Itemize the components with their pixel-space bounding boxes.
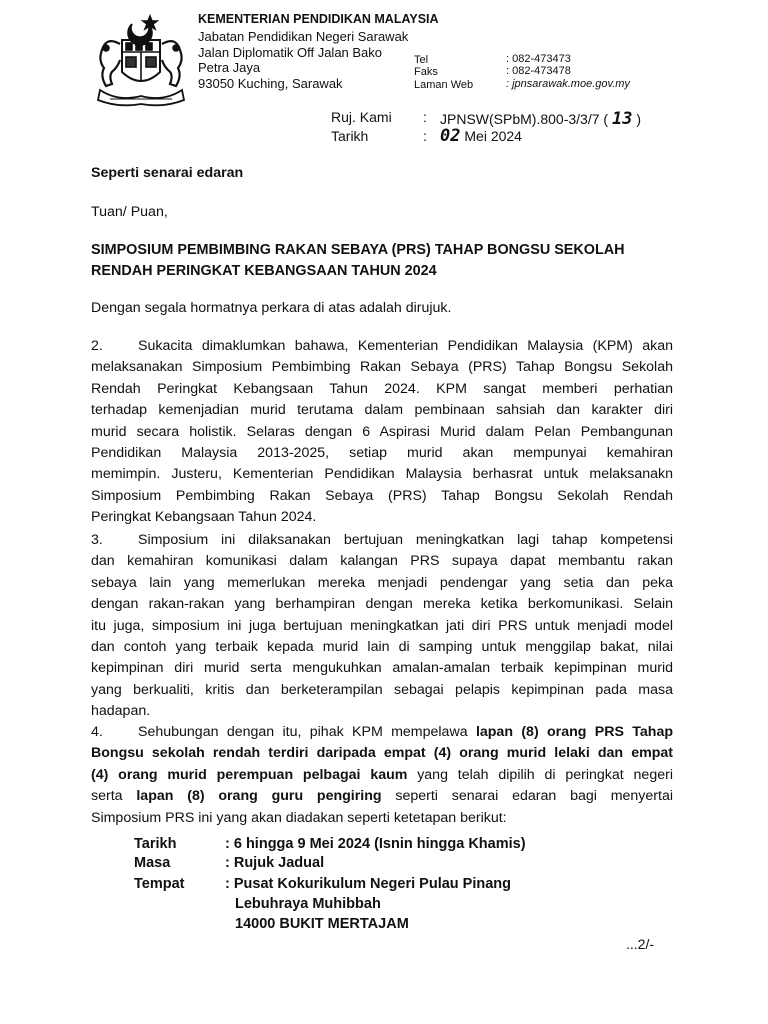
paragraph-4-text: Simposium PRS ini yang akan diadakan seperti ketetapan berikut: bbox=[91, 809, 507, 826]
paragraph-3-line: dan kemahiran komunikasi dalam kalangan PRS supaya dapat membantu rakan bbox=[91, 553, 673, 570]
paragraph-2-line: Rendah Peringkat Kebangsaan Tahun 2024. KPM sangat memberi perhatian bbox=[91, 380, 673, 397]
paragraph-2-line: melaksanakan Simposium Pembimbing Rakan Sebaya (PRS) Tahap Bongsu Sekolah bbox=[91, 359, 673, 376]
paragraph-2-line: terhadap kemenjadian murid terutama dalam pembinaan sahsiah dan karakter diri bbox=[91, 402, 673, 419]
paragraph-3 bbox=[91, 530, 673, 723]
fax-label: Faks bbox=[414, 66, 438, 78]
reference-number: JPNSW(SPbM).800-3/3/7 ( bbox=[440, 111, 609, 127]
date-value bbox=[440, 126, 522, 146]
web-value: : jpnsarawak.moe.gov.my bbox=[506, 78, 630, 90]
paragraph-2-line: murid secara holistik. Selaras dengan 6 Aspirasi Murid dalam Pelan Pembangunan bbox=[91, 423, 673, 440]
schedule-time-value: : Rujuk Jadual bbox=[225, 855, 325, 871]
paragraph-2-line: memimpin. Justeru, Kementerian Pendidikan Malaysia berhasrat untuk melaksanakn bbox=[91, 466, 673, 483]
department-name: Jabatan Pendidikan Negeri Sarawak bbox=[198, 29, 409, 44]
schedule-venue-value: : Pusat Kokurikulum Negeri Pulau Pinang bbox=[225, 876, 512, 892]
paragraph-4-text: serta bbox=[91, 788, 137, 805]
paragraph-4-text: Sehubungan dengan itu, pihak KPM mempelawa bbox=[138, 724, 476, 740]
tel-value: : 082-473473 bbox=[506, 53, 571, 65]
subject-line-1: SIMPOSIUM PEMBIMBING RAKAN SEBAYA (PRS) TAHAP BONGSU SEKOLAH bbox=[91, 242, 625, 258]
reference-handwritten-number: 13 bbox=[611, 109, 633, 129]
paragraph-4-number: 4. bbox=[91, 724, 103, 740]
fax-value: : 082-473478 bbox=[506, 65, 571, 77]
paragraph-2-line: Peringkat Kebangsaan Tahun 2024. bbox=[91, 509, 317, 526]
date-colon: : bbox=[423, 128, 427, 144]
paragraph-4-text: seperti senarai edaran bagi menyertai bbox=[381, 788, 673, 805]
paragraph-4-bold-text: (4) orang murid perempuan pelbagai kaum bbox=[91, 766, 408, 783]
reference-colon: : bbox=[423, 109, 427, 125]
paragraph-3-line: sebaya lain yang memerlukan mereka menjadi pendengar yang setia dan peka bbox=[91, 574, 673, 591]
next-page-marker: ...2/- bbox=[626, 936, 655, 952]
address-line-3: 93050 Kuching, Sarawak bbox=[198, 76, 343, 91]
paragraph-2-number: 2. bbox=[91, 338, 103, 354]
paragraph-2 bbox=[91, 336, 673, 529]
paragraph-4-text: yang telah dipilih di peringkat negeri bbox=[407, 766, 673, 783]
paragraph-4-bold-text: lapan (8) orang PRS Tahap bbox=[475, 724, 673, 740]
schedule-time-label: Masa bbox=[134, 855, 171, 871]
paragraph-4 bbox=[91, 722, 673, 829]
date-month-year: Mei 2024 bbox=[464, 128, 522, 144]
paragraph-3-number: 3. bbox=[91, 532, 103, 548]
schedule-venue-city: 14000 BUKIT MERTAJAM bbox=[235, 916, 409, 932]
reference-label: Ruj. Kami bbox=[331, 109, 392, 125]
recipient: Seperti senarai edaran bbox=[91, 165, 244, 181]
paragraph-3-line: Simposium ini dilaksanakan bertujuan meningkatkan lagi tahap kompetensi bbox=[138, 532, 673, 548]
opening-sentence: Dengan segala hormatnya perkara di atas adalah dirujuk. bbox=[91, 300, 452, 316]
web-label: Laman Web bbox=[414, 79, 474, 91]
paragraph-3-line: itu juga, simposium ini juga bertujuan meningkatkan jati diri PRS untuk menjadi model bbox=[91, 617, 673, 634]
paragraph-2-line: Pendidikan Malaysia 2013-2025, setiap murid akan mempunyai kemahiran bbox=[91, 445, 673, 462]
salutation: Tuan/ Puan, bbox=[91, 204, 168, 220]
date-handwritten-day: 02 bbox=[440, 126, 461, 146]
ministry-name: KEMENTERIAN PENDIDIKAN MALAYSIA bbox=[198, 12, 439, 26]
address-line-1: Jalan Diplomatik Off Jalan Bako bbox=[198, 45, 383, 60]
schedule-date-label: Tarikh bbox=[134, 836, 177, 852]
paragraph-3-line: kepimpinan diri murid serta mengukuhkan amalan-amalan terbaik kepimpinan murid bbox=[91, 660, 673, 677]
paragraph-3-line: yang berkualiti, kritis dan berketerampilan sebagai pelapis kepimpinan pada masa bbox=[91, 681, 673, 698]
subject-line-2: RENDAH PERINGKAT KEBANGSAAN TAHUN 2024 bbox=[91, 263, 437, 280]
date-label: Tarikh bbox=[331, 128, 369, 144]
schedule-venue-street: Lebuhraya Muhibbah bbox=[235, 896, 381, 912]
tel-label: Tel bbox=[414, 54, 429, 66]
paragraph-3-line: hadapan. bbox=[91, 703, 151, 720]
schedule-date-value: : 6 hingga 9 Mei 2024 (Isnin hingga Khamis) bbox=[225, 836, 526, 852]
subject-heading bbox=[91, 240, 673, 283]
coat-of-arms-logo bbox=[88, 10, 194, 110]
paragraph-2-line: Sukacita dimaklumkan bahawa, Kementerian Pendidikan Malaysia (KPM) akan bbox=[138, 338, 673, 354]
paragraph-3-line: dan contoh yang terbaik kepada murid lain di samping untuk menggilap bakat, nilai bbox=[91, 639, 673, 656]
paragraph-2-line: Simposium Pembimbing Rakan Sebaya (PRS) Tahap Bongsu Sekolah Rendah bbox=[91, 487, 673, 504]
paragraph-4-bold-text: Bongsu sekolah rendah terdiri daripada empat (4) orang murid lelaki dan empat bbox=[91, 745, 673, 762]
address-line-2: Petra Jaya bbox=[198, 60, 261, 75]
schedule-venue-label: Tempat bbox=[134, 876, 185, 892]
paragraph-4-bold-text: lapan (8) orang guru pengiring bbox=[136, 788, 382, 805]
reference-close-paren: ) bbox=[636, 111, 641, 127]
paragraph-3-line: dengan rakan-rakan yang berhampiran dengan mereka ketika berkomunikasi. Selain bbox=[91, 596, 673, 613]
